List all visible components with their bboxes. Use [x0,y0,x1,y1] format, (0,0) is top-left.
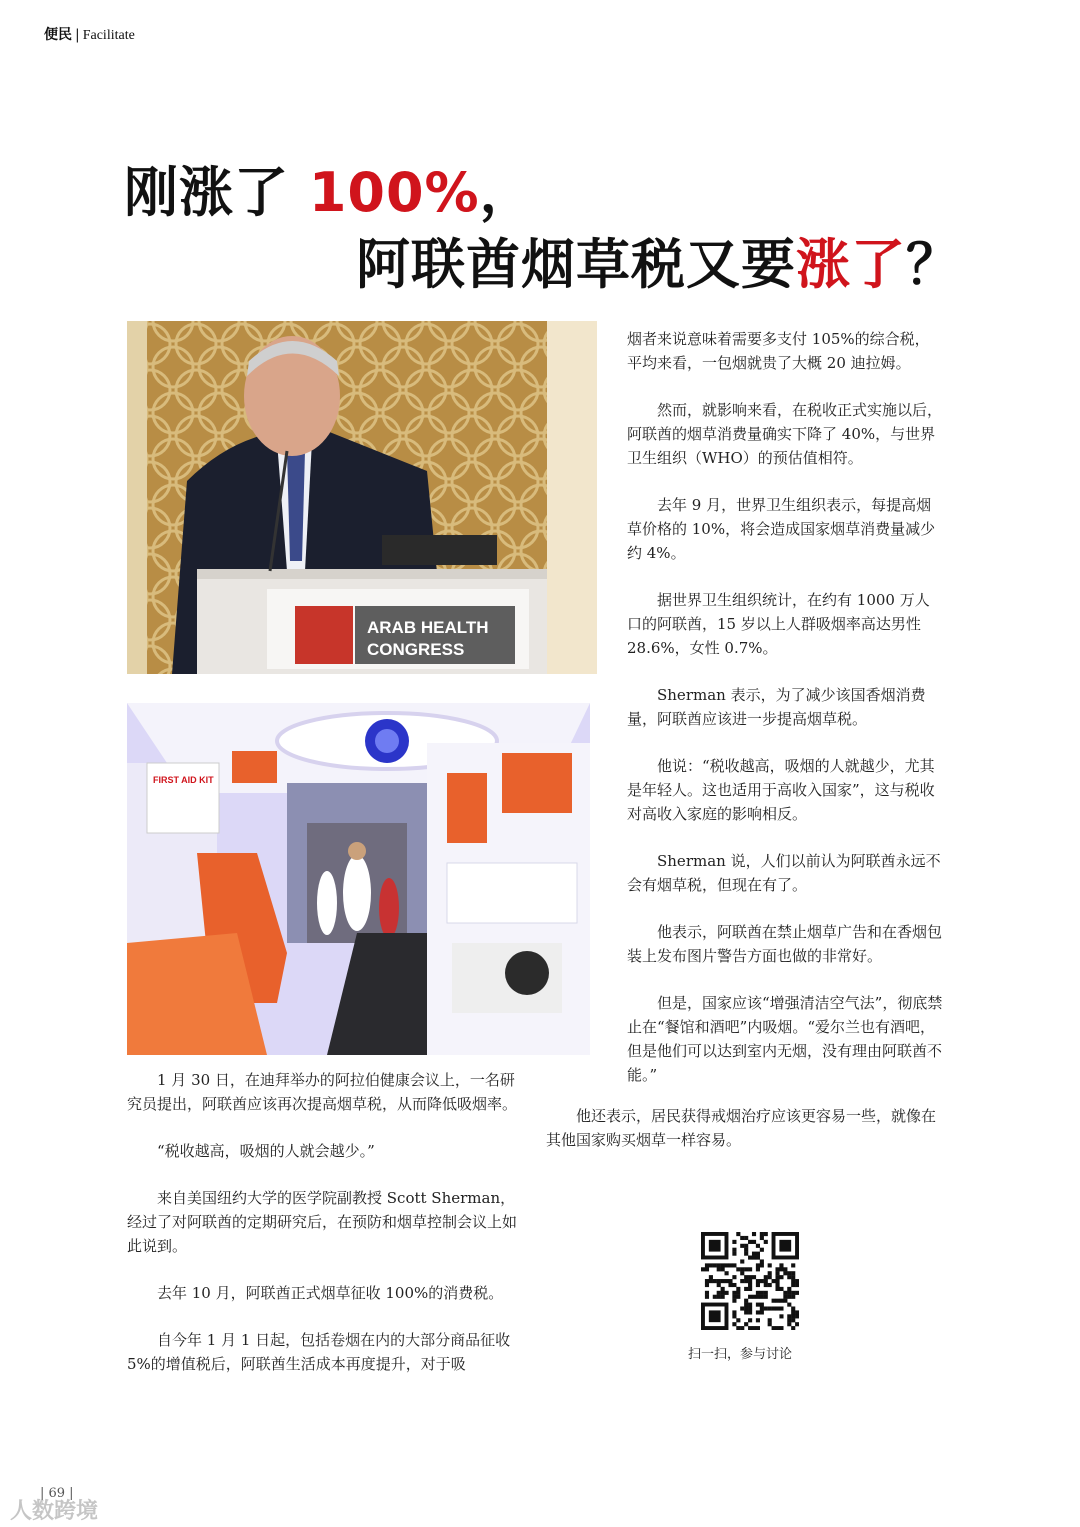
section-name: 便民 [44,27,72,43]
headline-line-1 [124,150,535,227]
section-name-en: Facilitate [82,28,135,43]
qr-icon [701,1232,799,1330]
paragraph: “税收越高，吸烟的人就会越少。” [157,1142,375,1160]
paragraph: 1 月 30 日，在迪拜举办的阿拉伯健康会议上，一名研究员提出，阿联酋应该再次提高烟草税，从而降低吸烟率。 [127,1071,518,1113]
paragraph: 他说：“税收越高，吸烟的人就越少，尤其是年轻人。这也适用于高收入国家”，这与税收对高收入家庭的影响相反。 [627,757,935,823]
closing-paragraph: 他还表示，居民获得戒烟治疗应该更容易一些，就像在其他国家购买烟草一样容易。 [546,1107,937,1149]
watermark: 人数跨境 [10,1499,99,1524]
left-column [127,1068,520,1399]
paragraph: 但是，国家应该“增强清洁空气法”，彻底禁止在“餐馆和酒吧”内吸烟。“爱尔兰也有酒吧，但是他们可以达到室内无烟，没有理由阿联酋不能。” [627,994,943,1084]
qr-caption: 扫一扫，参与讨论 [688,1347,793,1362]
qr-code[interactable] [701,1232,799,1330]
paragraph: Sherman 表示，为了减少该国香烟消费量，阿联酋应该进一步提高烟草税。 [627,686,926,728]
headline-text: 刚涨了 [124,161,309,224]
right-column [627,327,943,1110]
headline-highlight: 涨了 [796,233,906,296]
ambulance-photo [127,703,590,1055]
headline-text: 阿联酋烟草税又要 [356,233,796,296]
section-header [44,24,135,44]
headline-highlight: 100% [308,161,480,224]
podium-text-2: CONGRESS [367,640,465,659]
paragraph: 他表示，阿联酋在禁止烟草广告和在香烟包装上发布图片警告方面也做的非常好。 [627,923,943,965]
paragraph: 去年 10 月，阿联酋正式烟草征收 100%的消费税。 [157,1284,504,1302]
section-divider: | [75,27,80,43]
paragraph: 来自美国纽约大学的医学院副教授 Scott Sherman，经过了对阿联酋的定期研究后，在预防和烟草控制会议上如此说到。 [127,1189,518,1255]
speaker-photo [127,321,597,674]
podium-text-1: ARAB HEALTH [367,618,489,637]
headline-punct: ？ [906,233,961,296]
paragraph: 据世界卫生组织统计，在约有 1000 万人口的阿联酋，15 岁以上人群吸烟率高达男性 28.6%，女性 0.7%。 [627,591,930,657]
page-number: | 69 | [40,1486,74,1501]
paragraph: 然而，就影响来看，在税收正式实施以后，阿联酋的烟草消费量确实下降了 40%，与世界卫生组织（WHO）的预估值相符。 [627,401,943,467]
headline-punct: ， [479,161,535,224]
headline-line-2 [356,222,961,299]
kit-label: FIRST AID KIT [153,775,214,785]
paragraph: 去年 9 月，世界卫生组织表示，每提高烟草价格的 10%，将会造成国家烟草消费量减少约 4%。 [627,496,936,562]
paragraph: 烟者来说意味着需要多支付 105%的综合税，平均来看，一包烟就贵了大概 20 迪拉姆。 [627,330,930,372]
paragraph: Sherman 说，人们以前认为阿联酋永远不会有烟草税，但现在有了。 [627,852,941,894]
paragraph: 自今年 1 月 1 日起，包括卷烟在内的大部分商品征收 5%的增值税后，阿联酋生活成本再度提升，对于吸 [127,1331,511,1373]
